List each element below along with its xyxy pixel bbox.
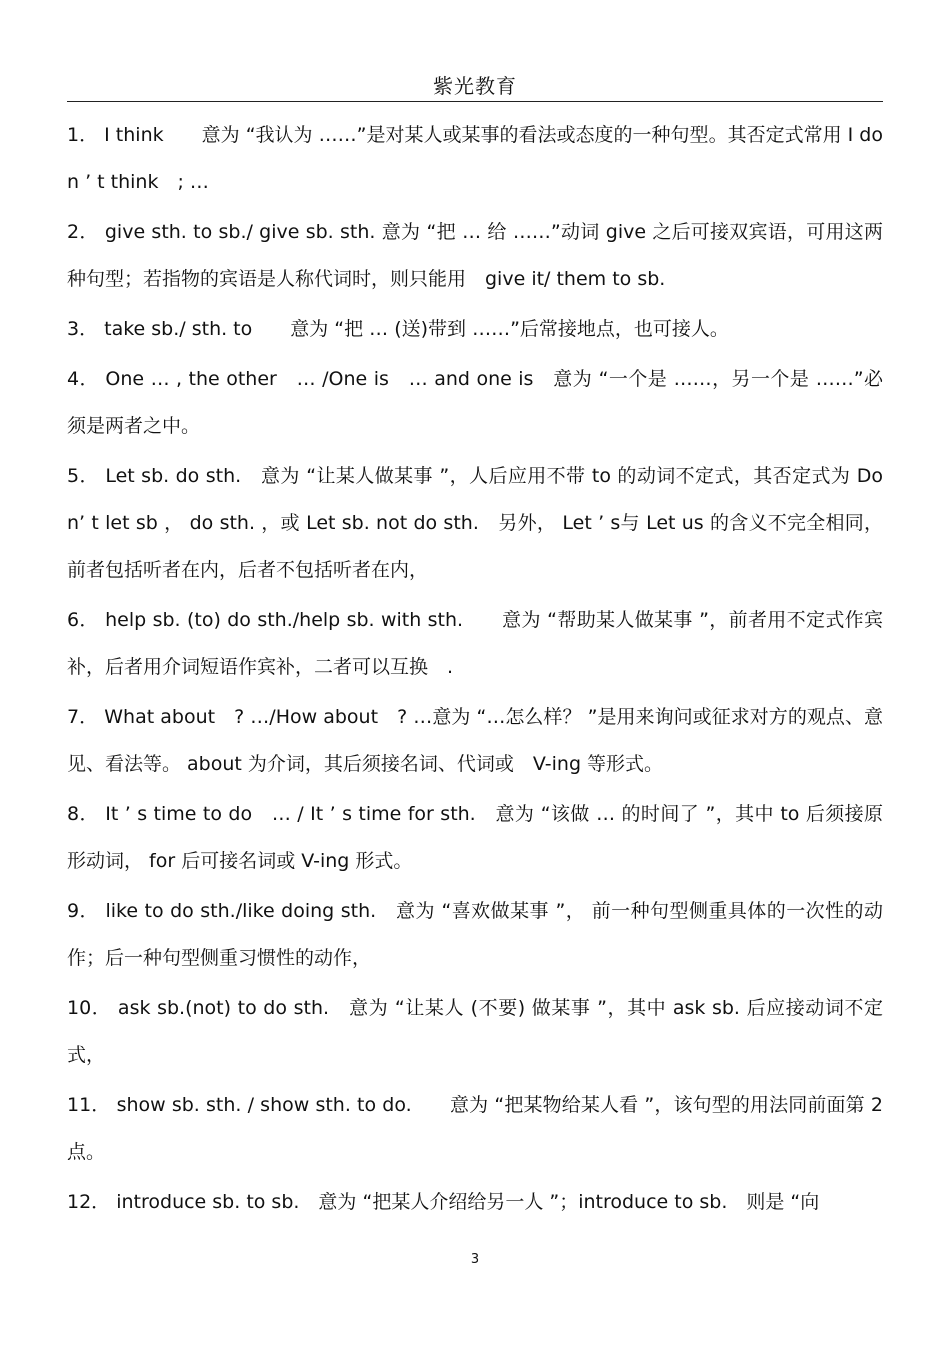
list-item: 11． show sb. sth. / show sth. to do. 意为 “把某物给某人看 ”，该句型的用法同前面第 2 点。 bbox=[67, 1094, 883, 1163]
list-item: 12． introduce sb. to sb. 意为 “把某人介绍给另一人 ”；introduce to sb. 则是 “向 bbox=[67, 1191, 820, 1213]
list-item: 3． take sb./ sth. to 意为 “把 … (送)带到 ……”后常接地点，也可接人。 bbox=[67, 318, 729, 340]
list-item: 5． Let sb. do sth. 意为 “让某人做某事 ”，人后应用不带 to 的动词不定式，其否定式为 Don’ t let sb ， do sth. ，或 Let sb. not do sth. 另外， Let ’ s与 Let us 的含义不完全相同，前者包括听者在内，后者不包括听者在内， bbox=[67, 465, 883, 581]
list-item: 1． I think 意为 “我认为 ……”是对某人或某事的看法或态度的一种句型。其否定式常用 I don ’ t think ; … bbox=[67, 124, 883, 193]
page-header-title: 紫光教育 bbox=[433, 74, 517, 98]
page-number: 3 bbox=[470, 1252, 480, 1267]
list-item: 10． ask sb.(not) to do sth. 意为 “让某人 (不要) 做某事 ”，其中 ask sb. 后应接动词不定式， bbox=[67, 997, 883, 1066]
list-item: 7． What about ? …/How about ? …意为 “…怎么样？ ”是用来询问或征求对方的观点、意见、看法等。 about 为介词，其后须接名词、代词或 V-ing 等形式。 bbox=[67, 706, 883, 775]
document-body bbox=[67, 112, 883, 1229]
list-item: 8． It ’ s time to do … / It ’ s time for sth. 意为 “该做 … 的时间了 ”，其中 to 后须接原形动词， for 后可接名词或 V-ing 形式。 bbox=[67, 803, 883, 872]
list-item: 2． give sth. to sb./ give sb. sth. 意为 “把 … 给 ……”动词 give 之后可接双宾语，可用这两种句型；若指物的宾语是人称代词时，则只能用 give it/ them to sb. bbox=[67, 221, 883, 290]
list-item: 6． help sb. (to) do sth./help sb. with sth. 意为 “帮助某人做某事 ”，前者用不定式作宾补，后者用介词短语作宾补，二者可以互换 . bbox=[67, 609, 883, 678]
list-item: 4． One … , the other … /One is … and one is 意为 “一个是 ……，另一个是 ……”必须是两者之中。 bbox=[67, 368, 883, 437]
header-divider bbox=[67, 101, 883, 102]
list-item: 9． like to do sth./like doing sth. 意为 “喜欢做某事 ”， 前一种句型侧重具体的一次性的动作；后一种句型侧重习惯性的动作， bbox=[67, 900, 883, 969]
